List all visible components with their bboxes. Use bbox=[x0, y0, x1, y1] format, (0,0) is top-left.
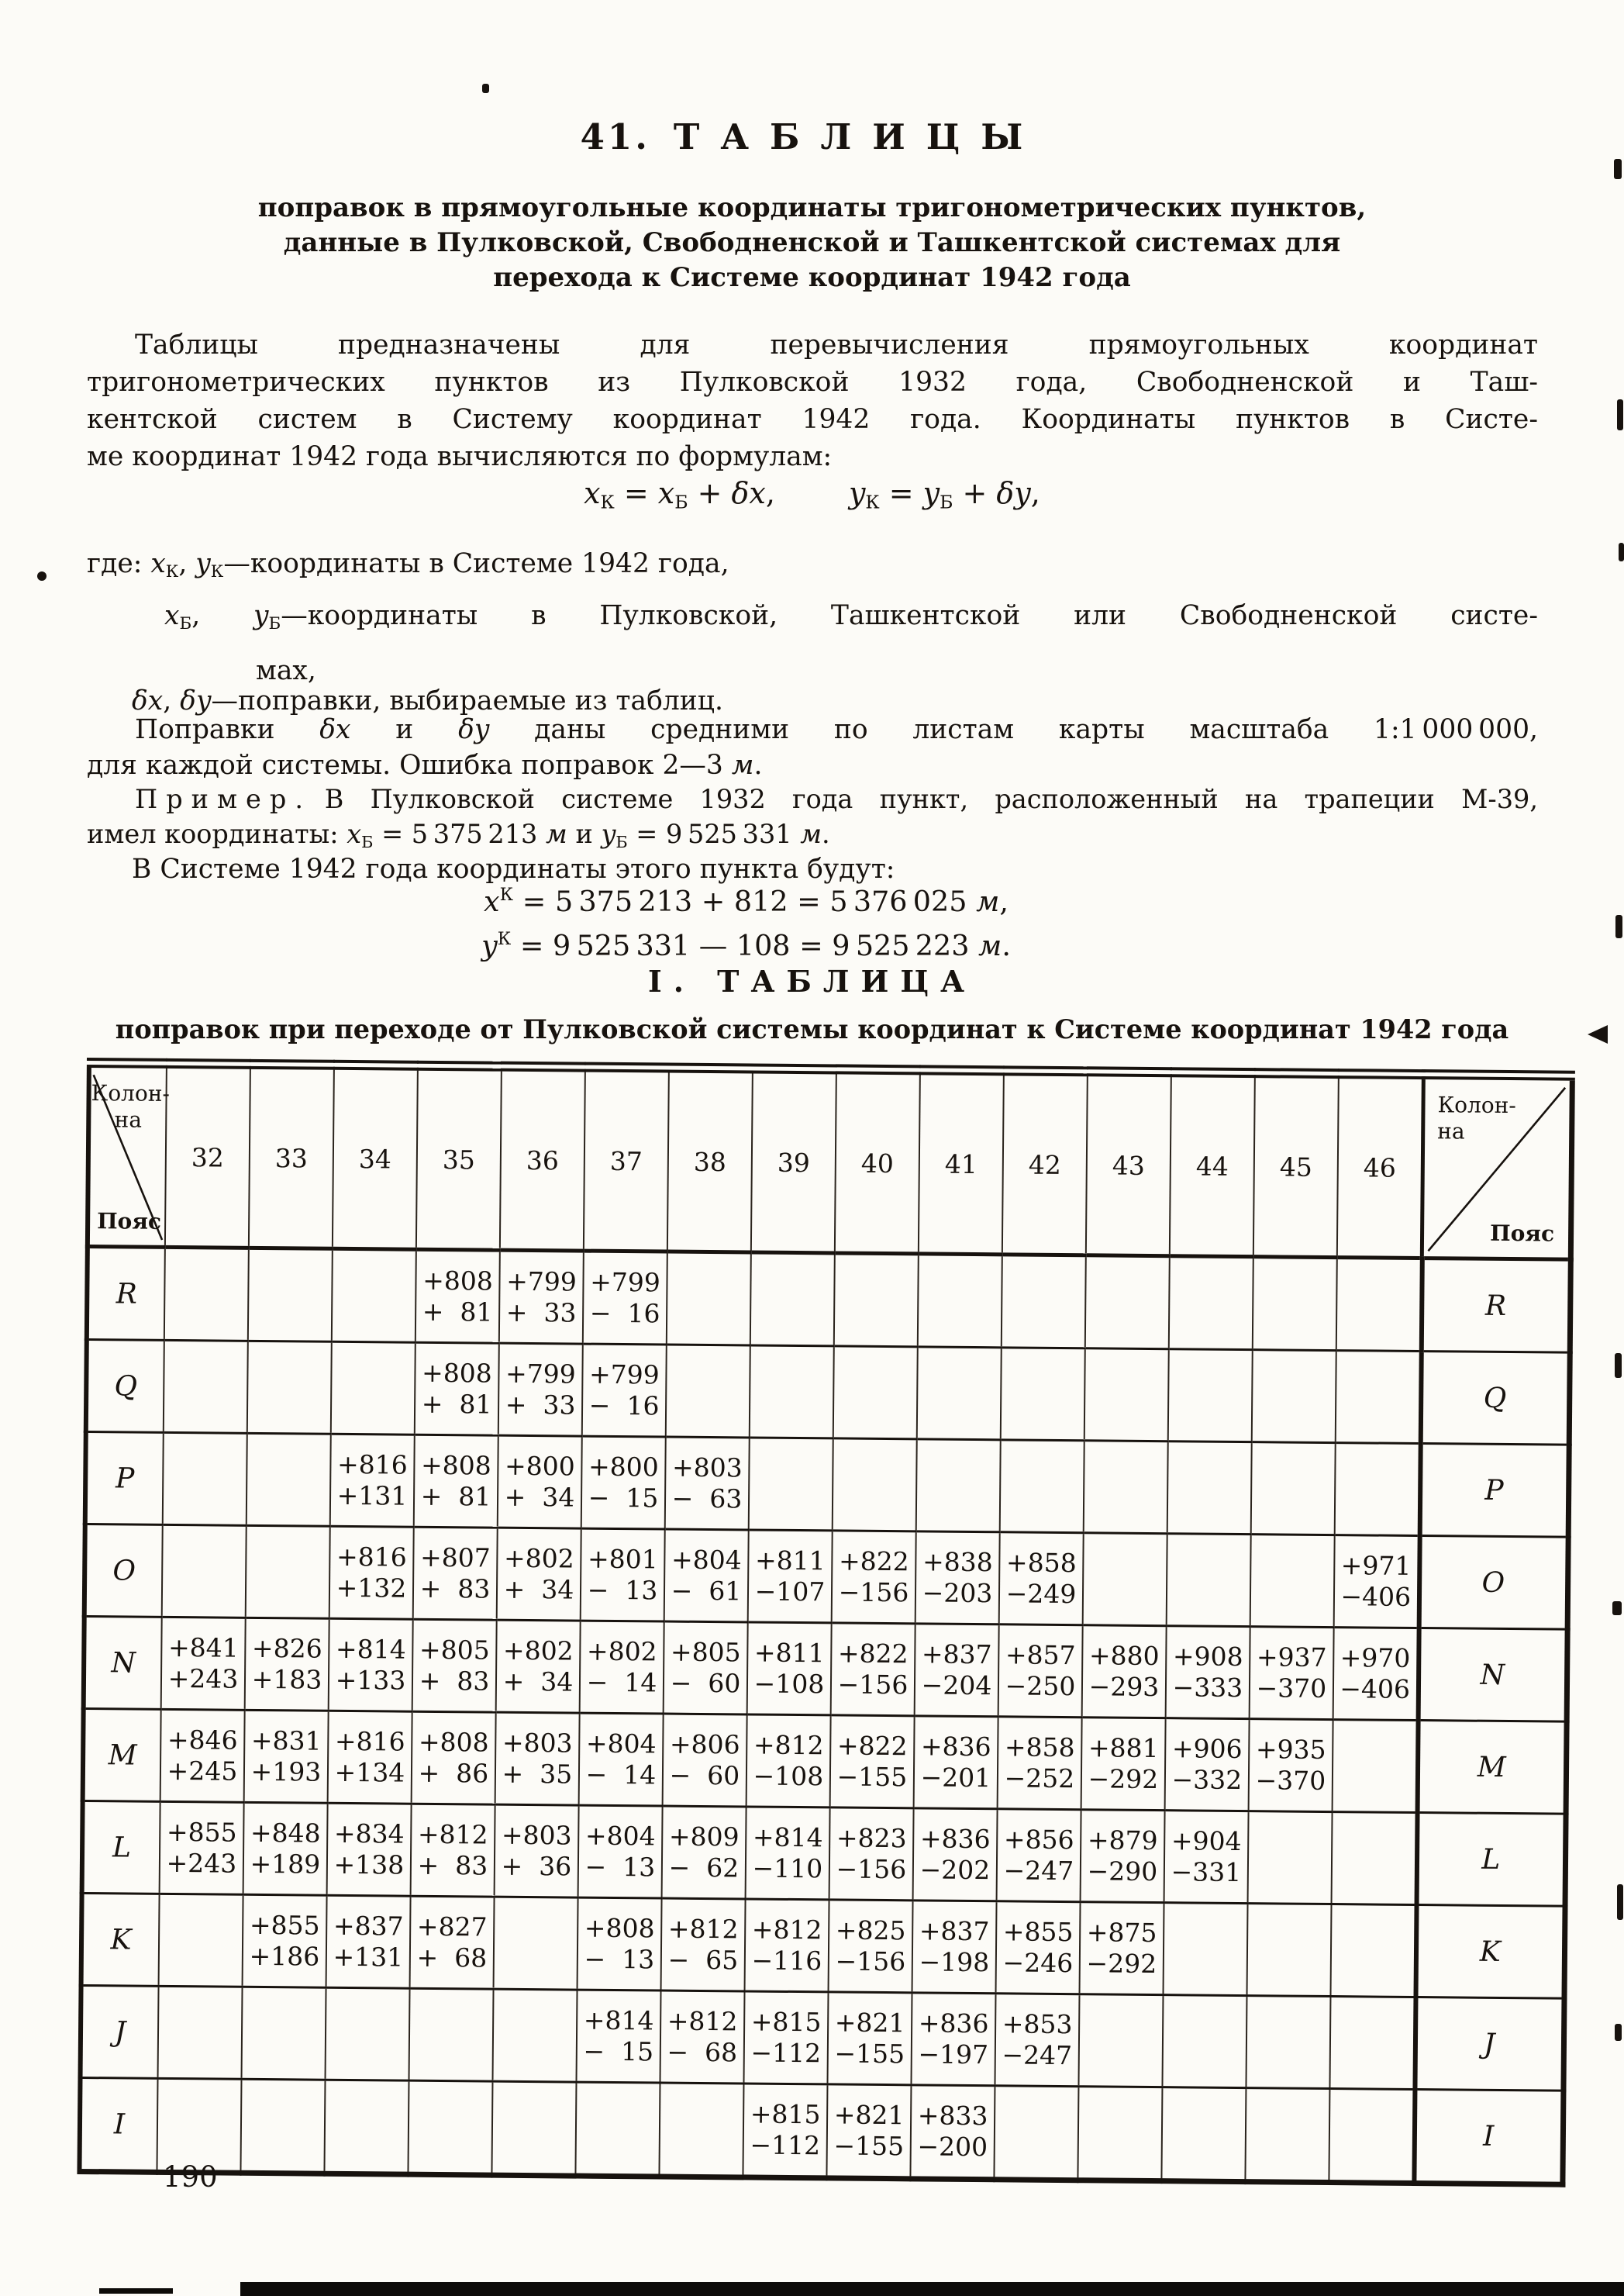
correction-cell bbox=[247, 1341, 332, 1434]
correction-cell bbox=[750, 1252, 835, 1346]
correction-cell bbox=[1332, 1812, 1418, 1905]
belt-label-left: O bbox=[84, 1524, 163, 1618]
correction-cell: +809 − 62 bbox=[662, 1806, 746, 1899]
table-row bbox=[79, 2077, 1563, 2184]
correction-cell: +808 + 81 bbox=[415, 1249, 500, 1343]
correction-cell: +880 −293 bbox=[1082, 1625, 1167, 1718]
correction-cell bbox=[1329, 2089, 1415, 2184]
correction-cell: +816 +134 bbox=[328, 1711, 412, 1804]
scan-artifact bbox=[1617, 399, 1623, 430]
correction-cell bbox=[1250, 1535, 1335, 1628]
correction-cell: +827 + 68 bbox=[410, 1896, 495, 1989]
formula-x: xК = xБ + δx, bbox=[584, 476, 775, 513]
correction-cell: +816 +132 bbox=[329, 1526, 414, 1619]
belt-label-left: R bbox=[87, 1247, 165, 1341]
correction-cell bbox=[1246, 1996, 1330, 2089]
note-paragraph bbox=[87, 712, 1538, 783]
table-header bbox=[88, 1063, 1572, 1260]
correction-cell: +815 −112 bbox=[743, 2084, 827, 2178]
correction-cell: +812 − 68 bbox=[660, 1990, 744, 2084]
correction-cell bbox=[240, 2079, 325, 2173]
correction-cell bbox=[1077, 2087, 1162, 2181]
belt-label-right: R bbox=[1421, 1258, 1571, 1353]
page-subtitle bbox=[0, 191, 1624, 295]
belt-label-left: I bbox=[79, 2077, 157, 2172]
correction-cell: +808 + 86 bbox=[412, 1711, 496, 1804]
correction-cell bbox=[163, 1432, 247, 1525]
example-line: Пример. В Пулковской системе 1932 года пункт, расположенный на трапеции М-39, bbox=[135, 784, 1538, 814]
correction-cell: +935 −370 bbox=[1249, 1719, 1333, 1812]
correction-cell bbox=[750, 1345, 834, 1438]
correction-cell bbox=[1001, 1348, 1085, 1441]
correction-cell bbox=[833, 1346, 918, 1439]
column-header: 37 bbox=[584, 1067, 669, 1252]
correction-cell bbox=[1162, 1995, 1246, 2088]
table-row bbox=[87, 1247, 1571, 1353]
table-row bbox=[84, 1616, 1567, 1721]
correction-cell: +831 +193 bbox=[244, 1710, 329, 1803]
correction-cell bbox=[1002, 1255, 1086, 1348]
correction-cell: +858 −252 bbox=[998, 1717, 1082, 1810]
correction-cell: +803 + 35 bbox=[495, 1712, 580, 1805]
correction-cell bbox=[1329, 1997, 1415, 2090]
column-header: 45 bbox=[1253, 1073, 1339, 1258]
correction-cell bbox=[749, 1438, 833, 1531]
correction-cell: +812 + 83 bbox=[411, 1804, 495, 1897]
correction-cell: +855 −246 bbox=[996, 1901, 1081, 1994]
scan-artifact bbox=[1614, 159, 1622, 179]
correction-cell bbox=[834, 1253, 919, 1347]
correction-cell: +812 −108 bbox=[746, 1714, 831, 1807]
correction-cell: +821 −155 bbox=[827, 1992, 912, 2085]
correction-cell bbox=[917, 1347, 1002, 1440]
correction-cell bbox=[157, 2078, 241, 2173]
correction-cell bbox=[324, 2080, 409, 2174]
column-header: 33 bbox=[249, 1064, 334, 1248]
correction-cell bbox=[1169, 1256, 1253, 1350]
correction-cell: +800 − 15 bbox=[581, 1436, 666, 1529]
correction-cell: +814 − 15 bbox=[576, 1990, 660, 2083]
correction-cell bbox=[918, 1254, 1002, 1348]
correction-cell bbox=[164, 1340, 248, 1433]
correction-cell bbox=[1161, 2087, 1246, 2182]
correction-cell: +807 + 83 bbox=[413, 1527, 498, 1620]
table-row bbox=[81, 1985, 1564, 2091]
correction-cell: +801 − 13 bbox=[581, 1528, 665, 1621]
corner-column-label: Колон- на bbox=[91, 1080, 171, 1133]
correction-cell: +841 +243 bbox=[161, 1617, 246, 1710]
correction-cell bbox=[491, 2081, 576, 2176]
column-header: 36 bbox=[500, 1066, 585, 1251]
correction-cell bbox=[164, 1247, 249, 1341]
column-header: 41 bbox=[919, 1070, 1004, 1255]
corner-belt-label: Пояс bbox=[1490, 1220, 1555, 1247]
corner-column-label: Колон- на bbox=[1437, 1092, 1516, 1145]
correction-cell bbox=[1084, 1441, 1168, 1534]
table-section-subtitle: поправок при переходе от Пулковской системы координат к Системе координат 1942 года bbox=[115, 1014, 1509, 1044]
correction-cell bbox=[158, 1986, 243, 2079]
note-line: Поправки δx и δy даны средними по листам карты масштаба 1:1 000 000, bbox=[135, 714, 1538, 745]
correction-cell: +812 −116 bbox=[745, 1899, 829, 1992]
belt-label-left: K bbox=[81, 1893, 160, 1986]
correction-cell bbox=[666, 1345, 750, 1438]
correction-cell: +811 −108 bbox=[747, 1622, 832, 1715]
belt-label-right: O bbox=[1419, 1536, 1568, 1630]
correction-cell: +811 −107 bbox=[748, 1530, 833, 1623]
correction-cell: +937 −370 bbox=[1250, 1627, 1334, 1720]
correction-cell bbox=[331, 1341, 415, 1435]
formula-y: yК = yБ + δy, bbox=[848, 476, 1040, 513]
correction-cell: +856 −247 bbox=[997, 1809, 1081, 1902]
correction-cell bbox=[162, 1524, 247, 1618]
scan-artifact bbox=[1612, 1601, 1622, 1615]
correction-cell bbox=[667, 1252, 751, 1345]
intro-line: тригонометрических пунктов из Пулковской 1932 года, Свободненской и Таш- bbox=[87, 367, 1538, 398]
correction-cell: +822 −155 bbox=[830, 1715, 915, 1808]
correction-cell bbox=[1085, 1255, 1170, 1349]
column-header: 39 bbox=[751, 1069, 836, 1253]
page-number: 190 bbox=[163, 2160, 218, 2194]
where-line-3: мах, bbox=[256, 655, 316, 686]
correction-cell: +904 −331 bbox=[1164, 1811, 1249, 1904]
correction-cell: +837 +131 bbox=[326, 1895, 411, 1988]
belt-label-right: L bbox=[1416, 1813, 1566, 1907]
belt-label-left: Q bbox=[86, 1340, 164, 1433]
table-section-title: I. ТАБЛИЦА bbox=[647, 964, 977, 999]
correction-cell bbox=[1245, 2088, 1329, 2183]
intro-line: кентской систем в Систему координат 1942 года. Координаты пунктов в Систе- bbox=[87, 404, 1538, 435]
correction-cell bbox=[1251, 1442, 1336, 1535]
column-header: 34 bbox=[333, 1065, 418, 1249]
correction-cell bbox=[1253, 1257, 1337, 1351]
correction-cell: +814 +133 bbox=[329, 1618, 413, 1711]
correction-cell: +815 −112 bbox=[743, 1991, 828, 2084]
correction-cell: +855 +243 bbox=[160, 1801, 244, 1894]
subtitle-line: поправок в прямоугольные координаты тригонометрических пунктов, bbox=[257, 192, 1367, 223]
correction-cell: +879 −290 bbox=[1081, 1810, 1165, 1903]
correction-cell: +803 + 36 bbox=[495, 1804, 579, 1897]
scan-artifact bbox=[1617, 1884, 1623, 1920]
correction-cell: +799 − 16 bbox=[583, 1251, 667, 1345]
correction-cell bbox=[1083, 1533, 1167, 1626]
correction-cell: +853 −247 bbox=[995, 1994, 1079, 2087]
column-header: 38 bbox=[667, 1068, 753, 1252]
correction-cell bbox=[1330, 1904, 1416, 1997]
belt-label-right: K bbox=[1415, 1905, 1565, 1999]
correction-cell: +858 −249 bbox=[999, 1532, 1084, 1625]
example-formula-y: y К = 9 525 331 — 108 = 9 525 223 м . bbox=[481, 929, 1011, 962]
column-header: 43 bbox=[1086, 1072, 1171, 1256]
belt-label-left: J bbox=[81, 1985, 159, 2078]
correction-cell: +816 +131 bbox=[330, 1434, 415, 1527]
correction-cell: +802 + 34 bbox=[497, 1528, 581, 1621]
correction-cell: +804 − 13 bbox=[578, 1805, 663, 1898]
intro-paragraph bbox=[87, 326, 1538, 475]
correction-cell: +803 − 63 bbox=[665, 1437, 750, 1530]
correction-cell bbox=[332, 1248, 416, 1342]
table-row bbox=[82, 1801, 1566, 1906]
correction-cell: +971 −406 bbox=[1334, 1535, 1420, 1628]
correction-cell: +855 +186 bbox=[243, 1894, 327, 1987]
example-formula-x: x К = 5 375 213 + 812 = 5 376 025 м , bbox=[484, 885, 1009, 918]
correction-cell: +837 −204 bbox=[915, 1624, 999, 1717]
correction-cell bbox=[409, 1988, 494, 2081]
correction-cell bbox=[833, 1438, 917, 1531]
belt-label-left: M bbox=[83, 1708, 161, 1801]
table-row bbox=[83, 1708, 1567, 1814]
where-line-1: где: xК, yК—координаты в Системе 1942 года, bbox=[87, 548, 729, 582]
correction-cell: +804 − 61 bbox=[664, 1529, 749, 1622]
scan-artifact bbox=[482, 84, 489, 93]
where-line-2: xБ, yБ—координаты в Пулковской, Ташкентской или Свободненской систе- bbox=[164, 600, 1538, 634]
example-paragraph bbox=[87, 782, 1538, 860]
title-word: ТАБЛИЦЫ bbox=[673, 116, 1044, 157]
correction-cell: +825 −156 bbox=[829, 1900, 913, 1993]
correction-cell: +875 −292 bbox=[1080, 1902, 1164, 1995]
correction-cell: +814 −110 bbox=[746, 1807, 830, 1900]
correction-cell bbox=[408, 2080, 492, 2175]
correction-cell: +833 −200 bbox=[910, 2085, 995, 2180]
column-header: 44 bbox=[1170, 1072, 1255, 1257]
correction-cell bbox=[659, 2083, 743, 2177]
correction-cell bbox=[246, 1525, 330, 1618]
correction-cell bbox=[1000, 1440, 1084, 1533]
table-body bbox=[79, 1247, 1571, 2185]
correction-cell: +822 −156 bbox=[832, 1531, 916, 1624]
section-number: 41. bbox=[580, 116, 650, 157]
column-header: 32 bbox=[165, 1063, 250, 1248]
intro-line: Таблицы предназначены для перевычисления прямоугольных координат bbox=[135, 330, 1538, 361]
correction-cell bbox=[247, 1433, 331, 1526]
belt-label-right: P bbox=[1419, 1444, 1569, 1538]
correction-cell: +808 + 81 bbox=[414, 1435, 498, 1528]
corner-cell-right bbox=[1422, 1075, 1572, 1260]
scan-artifact bbox=[99, 2288, 173, 2294]
correction-cell: +970 −406 bbox=[1333, 1628, 1419, 1721]
correction-cell bbox=[1333, 1720, 1419, 1813]
note-line: для каждой системы. Ошибка поправок 2—3 м. bbox=[87, 750, 763, 781]
correction-cell bbox=[916, 1439, 1001, 1532]
correction-cell bbox=[1167, 1534, 1251, 1627]
subtitle-line: данные в Пулковской, Свободненской и Ташкентской системах для bbox=[283, 227, 1341, 258]
correction-cell: +808 + 81 bbox=[415, 1342, 499, 1435]
intro-line: ме координат 1942 года вычисляются по формулам: bbox=[87, 441, 833, 472]
belt-label-left: L bbox=[82, 1801, 160, 1894]
belt-label-right: M bbox=[1417, 1721, 1567, 1814]
correction-cell: +837 −198 bbox=[912, 1901, 997, 1994]
corner-belt-label: Пояс bbox=[97, 1208, 162, 1234]
correction-cell: +805 + 83 bbox=[412, 1619, 497, 1712]
correction-cell bbox=[994, 2086, 1078, 2180]
column-header: 35 bbox=[416, 1065, 502, 1250]
scan-artifact bbox=[37, 571, 47, 581]
correction-cell bbox=[1078, 1994, 1163, 2087]
scan-artifact bbox=[1615, 1353, 1622, 1378]
column-header: 40 bbox=[835, 1069, 920, 1254]
corrections-table bbox=[77, 1058, 1574, 2187]
correction-cell: +836 −201 bbox=[914, 1716, 998, 1809]
column-header: 42 bbox=[1002, 1071, 1088, 1255]
correction-cell: +806 − 60 bbox=[663, 1714, 747, 1807]
belt-label-left: P bbox=[85, 1432, 164, 1525]
correction-cell bbox=[575, 2082, 660, 2177]
belt-label-right: J bbox=[1415, 1997, 1564, 2091]
correction-cell: +838 −203 bbox=[915, 1531, 1000, 1624]
correction-cell: +846 +245 bbox=[160, 1709, 245, 1802]
subtitle-line: перехода к Системе координат 1942 года bbox=[493, 262, 1131, 293]
column-header: 46 bbox=[1337, 1074, 1424, 1258]
table-header-row bbox=[88, 1063, 1572, 1260]
corner-cell-left bbox=[88, 1063, 171, 1248]
correction-cell: +857 −250 bbox=[998, 1624, 1083, 1718]
scan-artifact bbox=[1615, 2024, 1622, 2041]
correction-cell bbox=[248, 1248, 333, 1341]
correction-cell bbox=[1168, 1349, 1253, 1442]
correction-cell bbox=[494, 1897, 578, 1990]
correction-cell: +802 + 34 bbox=[496, 1620, 581, 1713]
correction-cell: +821 −155 bbox=[826, 2084, 911, 2179]
example-line: имел координаты: xБ = 5 375 213 м и yБ = 9 525 331 м. bbox=[87, 819, 830, 851]
belt-label-right: N bbox=[1418, 1628, 1567, 1722]
correction-cell: +808 − 13 bbox=[578, 1897, 662, 1990]
correction-cell bbox=[1336, 1351, 1422, 1444]
correction-cell: +804 − 14 bbox=[579, 1713, 664, 1806]
correction-cell bbox=[1335, 1443, 1421, 1536]
correction-cell bbox=[326, 1987, 410, 2080]
correction-cell: +836 −202 bbox=[913, 1808, 998, 1901]
correction-cell: +823 −156 bbox=[829, 1807, 914, 1901]
page-title bbox=[0, 116, 1624, 157]
scan-artifact bbox=[1615, 915, 1622, 938]
correction-cell bbox=[159, 1894, 243, 1987]
correction-cell: +834 +138 bbox=[327, 1803, 412, 1896]
main-formulas bbox=[0, 476, 1624, 513]
where-line-4: δx, δy—поправки, выбираемые из таблиц. bbox=[132, 685, 723, 716]
scan-artifact bbox=[1619, 543, 1624, 561]
correction-cell: +906 −332 bbox=[1165, 1718, 1250, 1811]
correction-cell bbox=[1248, 1811, 1333, 1904]
table-row bbox=[85, 1432, 1569, 1538]
correction-cell: +799 + 33 bbox=[498, 1343, 583, 1436]
belt-label-left: N bbox=[84, 1616, 162, 1709]
correction-cell bbox=[1084, 1348, 1169, 1441]
table-row bbox=[84, 1524, 1568, 1630]
correction-cell: +799 + 33 bbox=[499, 1250, 584, 1344]
correction-cell bbox=[1336, 1258, 1422, 1352]
correction-cell: +822 −156 bbox=[831, 1623, 915, 1716]
corrections-table-wrapper bbox=[77, 1058, 1555, 2187]
correction-cell bbox=[492, 1989, 577, 2082]
table-row bbox=[86, 1340, 1570, 1445]
belt-label-right: Q bbox=[1420, 1352, 1570, 1445]
correction-cell: +848 +189 bbox=[243, 1802, 328, 1895]
correction-cell bbox=[1247, 1904, 1332, 1997]
correction-cell bbox=[1167, 1441, 1252, 1535]
table-row bbox=[81, 1893, 1565, 1998]
correction-cell: +812 − 65 bbox=[661, 1898, 746, 1991]
correction-cell: +800 + 34 bbox=[498, 1435, 582, 1528]
correction-cell: +805 − 60 bbox=[664, 1621, 748, 1714]
correction-cell bbox=[1164, 1903, 1248, 1996]
correction-cell: +802 − 14 bbox=[580, 1621, 664, 1714]
example-intro-line: В Системе 1942 года координаты этого пункта будут: bbox=[132, 854, 895, 885]
correction-cell: +908 −333 bbox=[1166, 1626, 1250, 1719]
correction-cell: +881 −292 bbox=[1081, 1718, 1166, 1811]
correction-cell bbox=[242, 1987, 326, 2080]
correction-cell: +826 +183 bbox=[245, 1618, 329, 1711]
correction-cell: +799 − 16 bbox=[582, 1344, 667, 1437]
correction-cell bbox=[1252, 1350, 1336, 1443]
belt-label-right: I bbox=[1414, 2089, 1564, 2184]
correction-cell: +836 −197 bbox=[911, 1993, 995, 2086]
scan-artifact bbox=[240, 2282, 1624, 2296]
